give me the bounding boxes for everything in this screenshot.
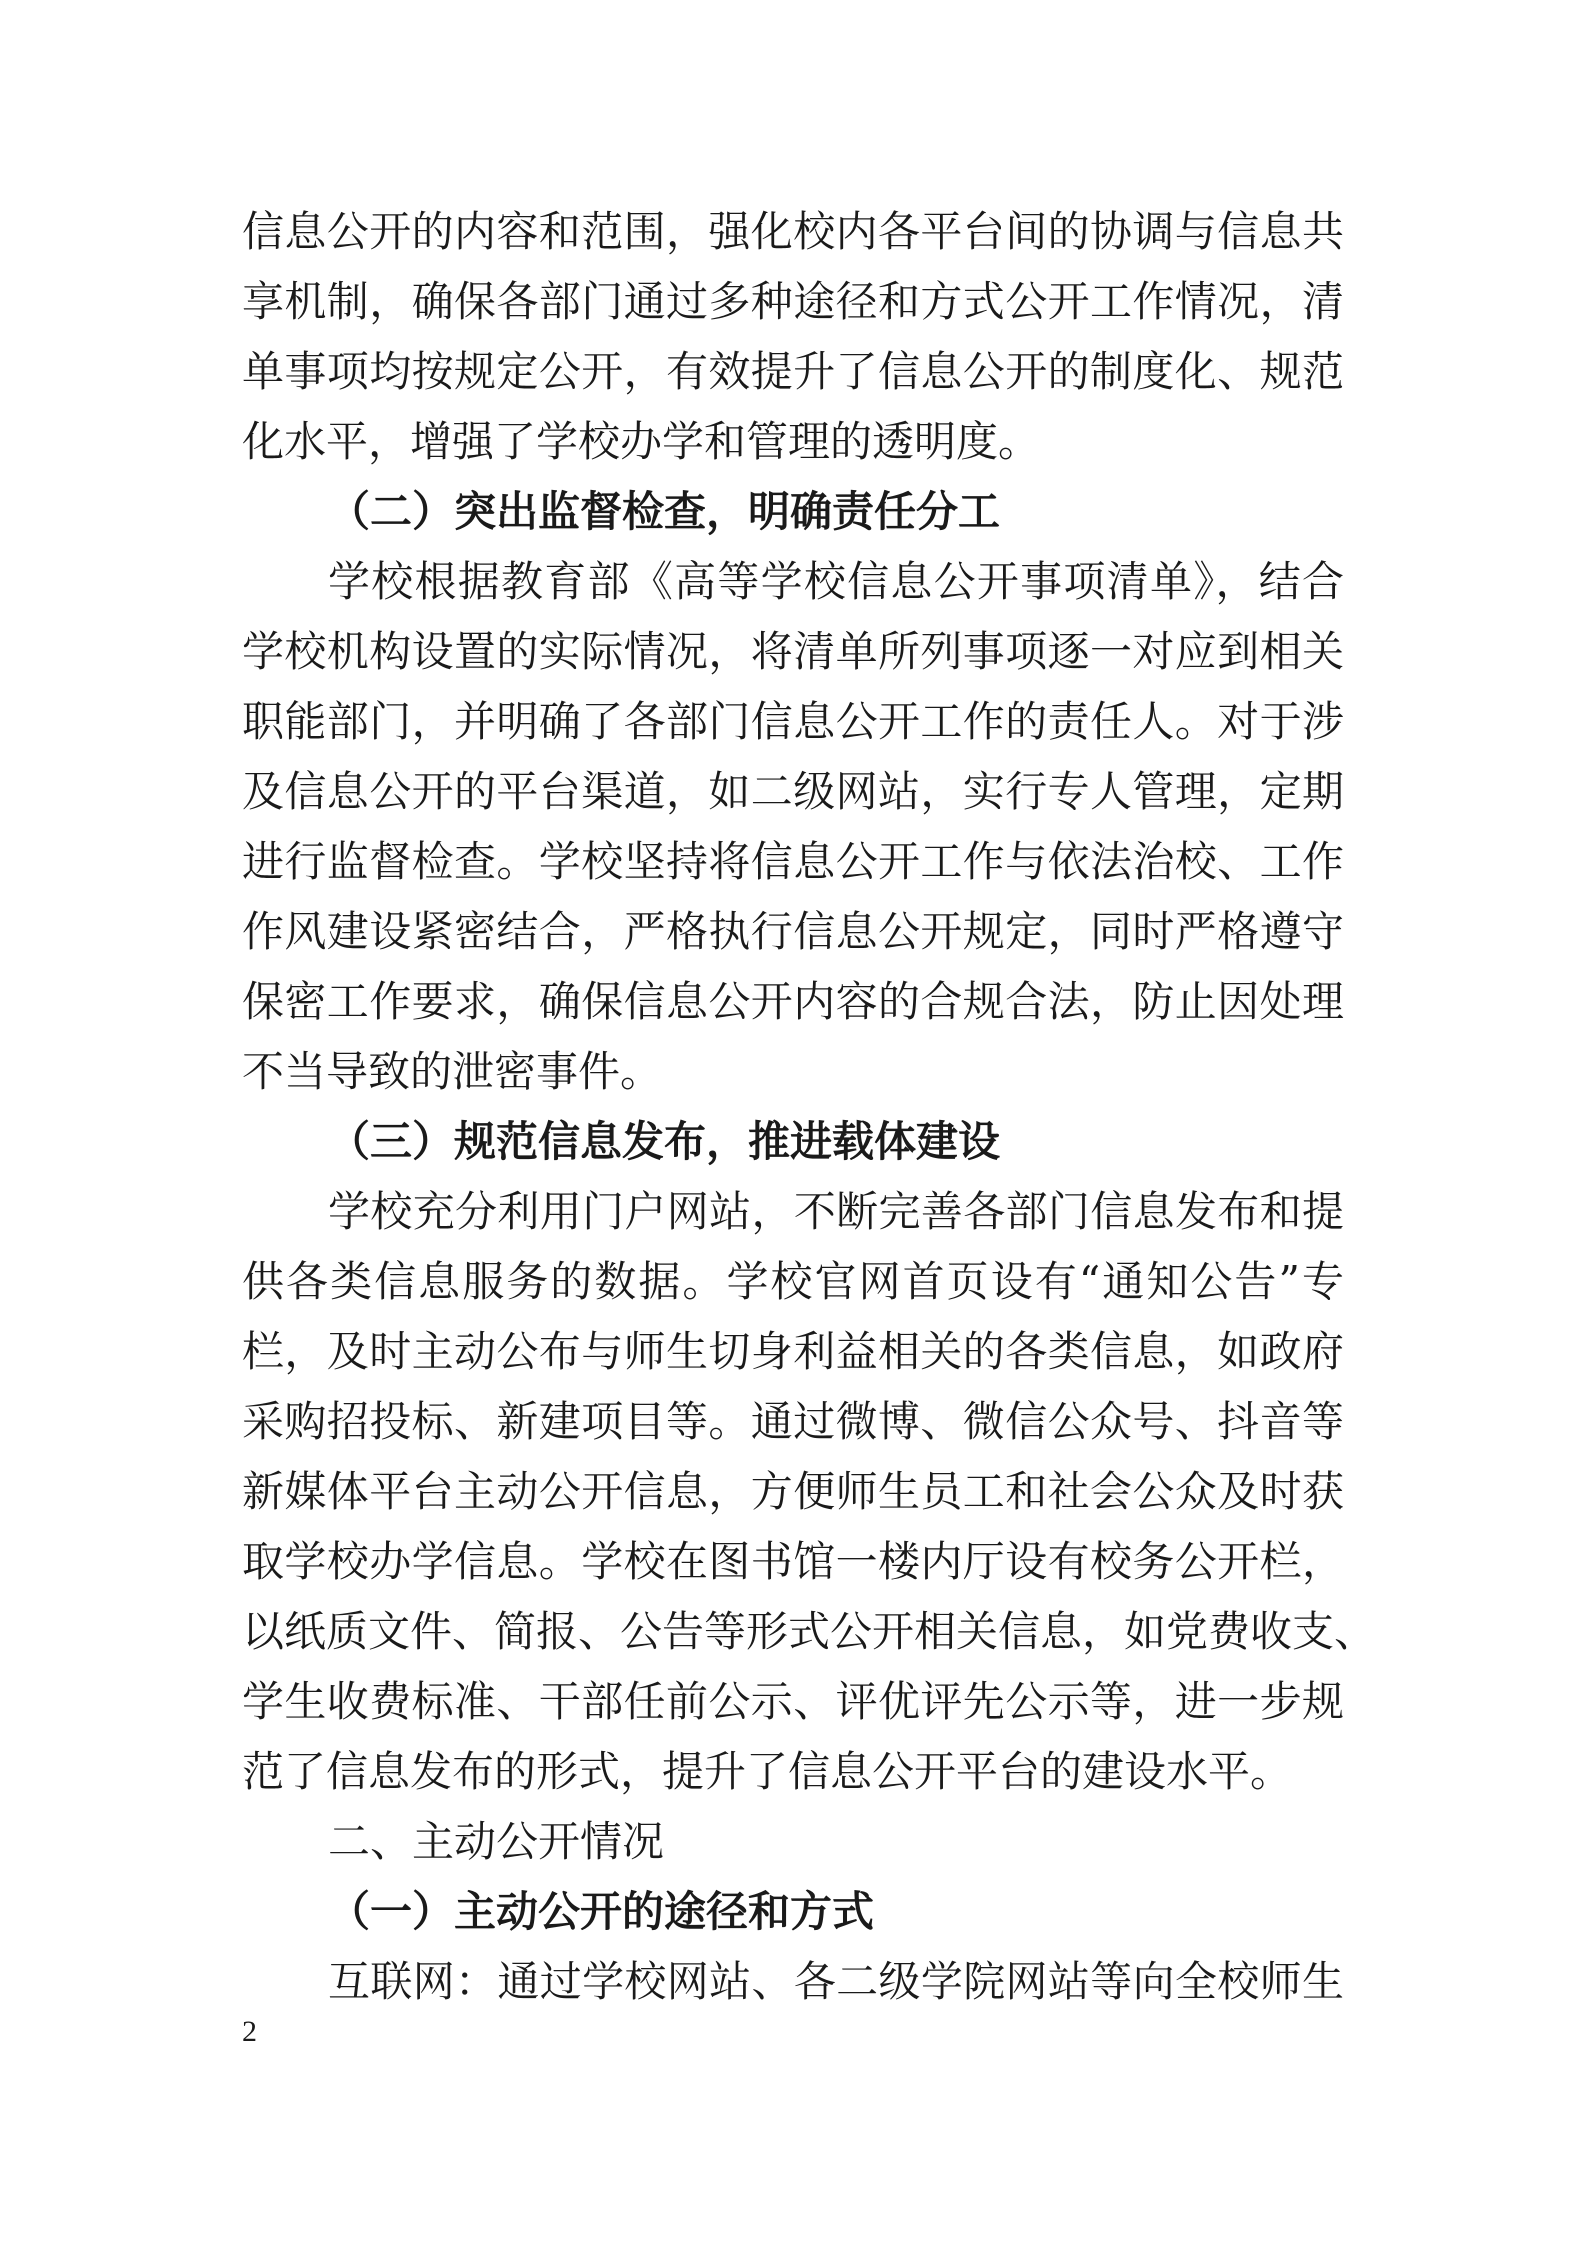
paragraph-line: 供各类信息服务的数据。学校官网首页设有“通知公告”专	[242, 1257, 1344, 1306]
page-number: 2	[242, 2015, 257, 2048]
paragraph-line: 不当导致的泄密事件。	[242, 1047, 663, 1096]
paragraph-line: 单事项均按规定公开，有效提升了信息公开的制度化、规范	[242, 347, 1344, 396]
paragraph-line: 保密工作要求，确保信息公开内容的合规合法，防止因处理	[242, 977, 1344, 1026]
paragraph-line: 新媒体平台主动公开信息，方便师生员工和社会公众及时获	[242, 1467, 1344, 1516]
paragraph-line: 采购招投标、新建项目等。通过微博、微信公众号、抖音等	[242, 1397, 1344, 1446]
paragraph-line: 以纸质文件、简报、公告等形式公开相关信息，如党费收支、	[242, 1607, 1377, 1656]
paragraph-line: 范了信息发布的形式，提升了信息公开平台的建设水平。	[242, 1747, 1293, 1796]
paragraph-line: 学校根据教育部《高等学校信息公开事项清单》，结合	[328, 557, 1344, 606]
paragraph-line: 学校机构设置的实际情况，将清单所列事项逐一对应到相关	[242, 627, 1344, 676]
paragraph-line: 化水平，增强了学校办学和管理的透明度。	[242, 417, 1041, 466]
section-heading: （三）规范信息发布，推进载体建设	[328, 1117, 1001, 1166]
paragraph-line: 取学校办学信息。学校在图书馆一楼内厅设有校务公开栏，	[242, 1537, 1344, 1586]
paragraph-line: 栏，及时主动公布与师生切身利益相关的各类信息，如政府	[242, 1327, 1344, 1376]
paragraph-line: 职能部门，并明确了各部门信息公开工作的责任人。对于涉	[242, 697, 1344, 746]
paragraph-line: 及信息公开的平台渠道，如二级网站，实行专人管理，定期	[242, 767, 1344, 816]
paragraph-line: 享机制，确保各部门通过多种途径和方式公开工作情况，清	[242, 277, 1344, 326]
section-heading: （二）突出监督检查，明确责任分工	[328, 487, 1001, 536]
paragraph-line: 信息公开的内容和范围，强化校内各平台间的协调与信息共	[242, 207, 1344, 256]
section-heading: （一）主动公开的途径和方式	[328, 1887, 875, 1936]
paragraph-line: 互联网：通过学校网站、各二级学院网站等向全校师生	[328, 1957, 1344, 2006]
chapter-heading: 二、主动公开情况	[328, 1817, 665, 1866]
paragraph-line: 学生收费标准、干部任前公示、评优评先公示等，进一步规	[242, 1677, 1344, 1726]
paragraph-line: 学校充分利用门户网站，不断完善各部门信息发布和提	[328, 1187, 1344, 1236]
paragraph-line: 进行监督检查。学校坚持将信息公开工作与依法治校、工作	[242, 837, 1344, 886]
paragraph-line: 作风建设紧密结合，严格执行信息公开规定，同时严格遵守	[242, 907, 1344, 956]
